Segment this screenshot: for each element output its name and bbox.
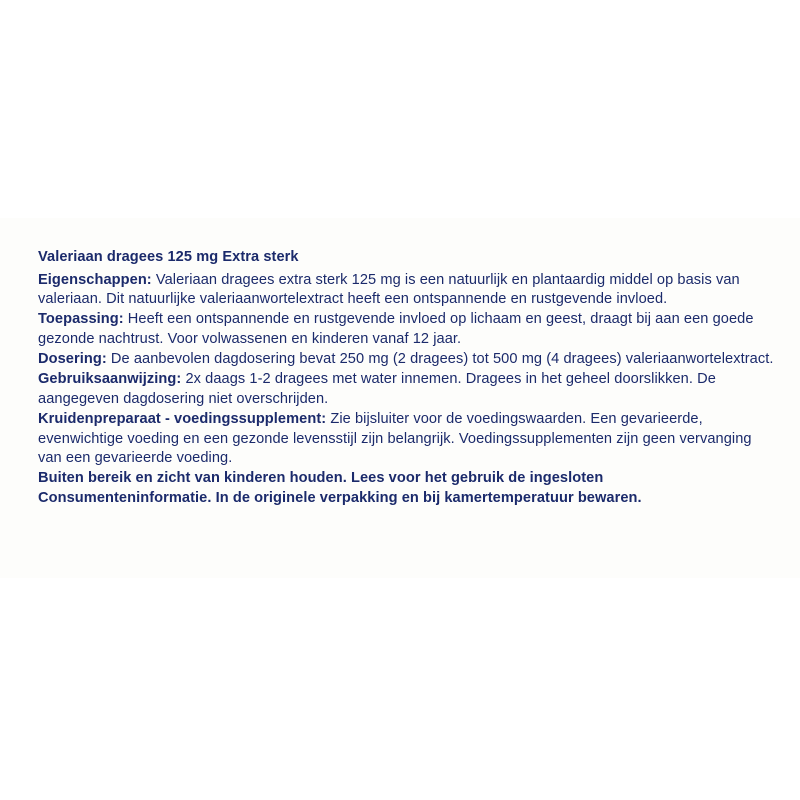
section-label-eigenschappen: Eigenschappen: [38, 271, 152, 288]
storage-warning: Buiten bereik en zicht van kinderen houden. Lees voor het gebruik de ingesloten Consumenteninformatie. In de originele verpakking en bij kamertemperatuur bewaren. [38, 470, 642, 506]
section-body-toepassing: Heeft een ontspannende en rustgevende invloed op lichaam en geest, draagt bij aan een goede gezonde nachtrust. Voor volwassenen en kinderen vanaf 12 jaar. [38, 311, 754, 347]
section-label-dosering: Dosering: [38, 351, 107, 368]
section-label-kruidenpreparaat: Kruidenpreparaat - voedingssupplement: [38, 411, 327, 427]
section-label-gebruiksaanwijzing: Gebruiksaanwijzing: [38, 371, 182, 388]
section-label-toepassing: Toepassing: [38, 311, 124, 328]
product-title: Valeriaan dragees 125 mg Extra sterk [38, 249, 299, 265]
section-dosering [38, 350, 778, 370]
section-body-kruidenpreparaat: Zie bijsluiter voor de voedingswaarden. Een gevarieerde, evenwichtige voeding en een gezonde levensstijl zijn belangrijk. Voedingssupplementen zijn geen vervanging van een gevarieerde voeding. [38, 411, 752, 467]
section-eigenschappen [38, 271, 778, 310]
section-gebruiksaanwijzing [38, 370, 778, 409]
package-text-block [38, 248, 778, 509]
section-kruidenpreparaat [38, 410, 778, 469]
section-toepassing [38, 310, 778, 349]
section-body-dosering: De aanbevolen dagdosering bevat 250 mg (2 dragees) tot 500 mg (4 dragees) valeriaanwortelextract. [106, 351, 774, 368]
section-body-eigenschappen: Valeriaan dragees extra sterk 125 mg is een natuurlijk en plantaardig middel op basis van valeriaan. Dit natuurlijke valeriaanwortelextract heeft een ontspannende en rustgevende invloed. [38, 271, 740, 308]
section-body-gebruiksaanwijzing: 2x daags 1-2 dragees met water innemen. Dragees in het geheel doorslikken. De aangegeven dagdosering niet overschrijden. [38, 371, 716, 407]
